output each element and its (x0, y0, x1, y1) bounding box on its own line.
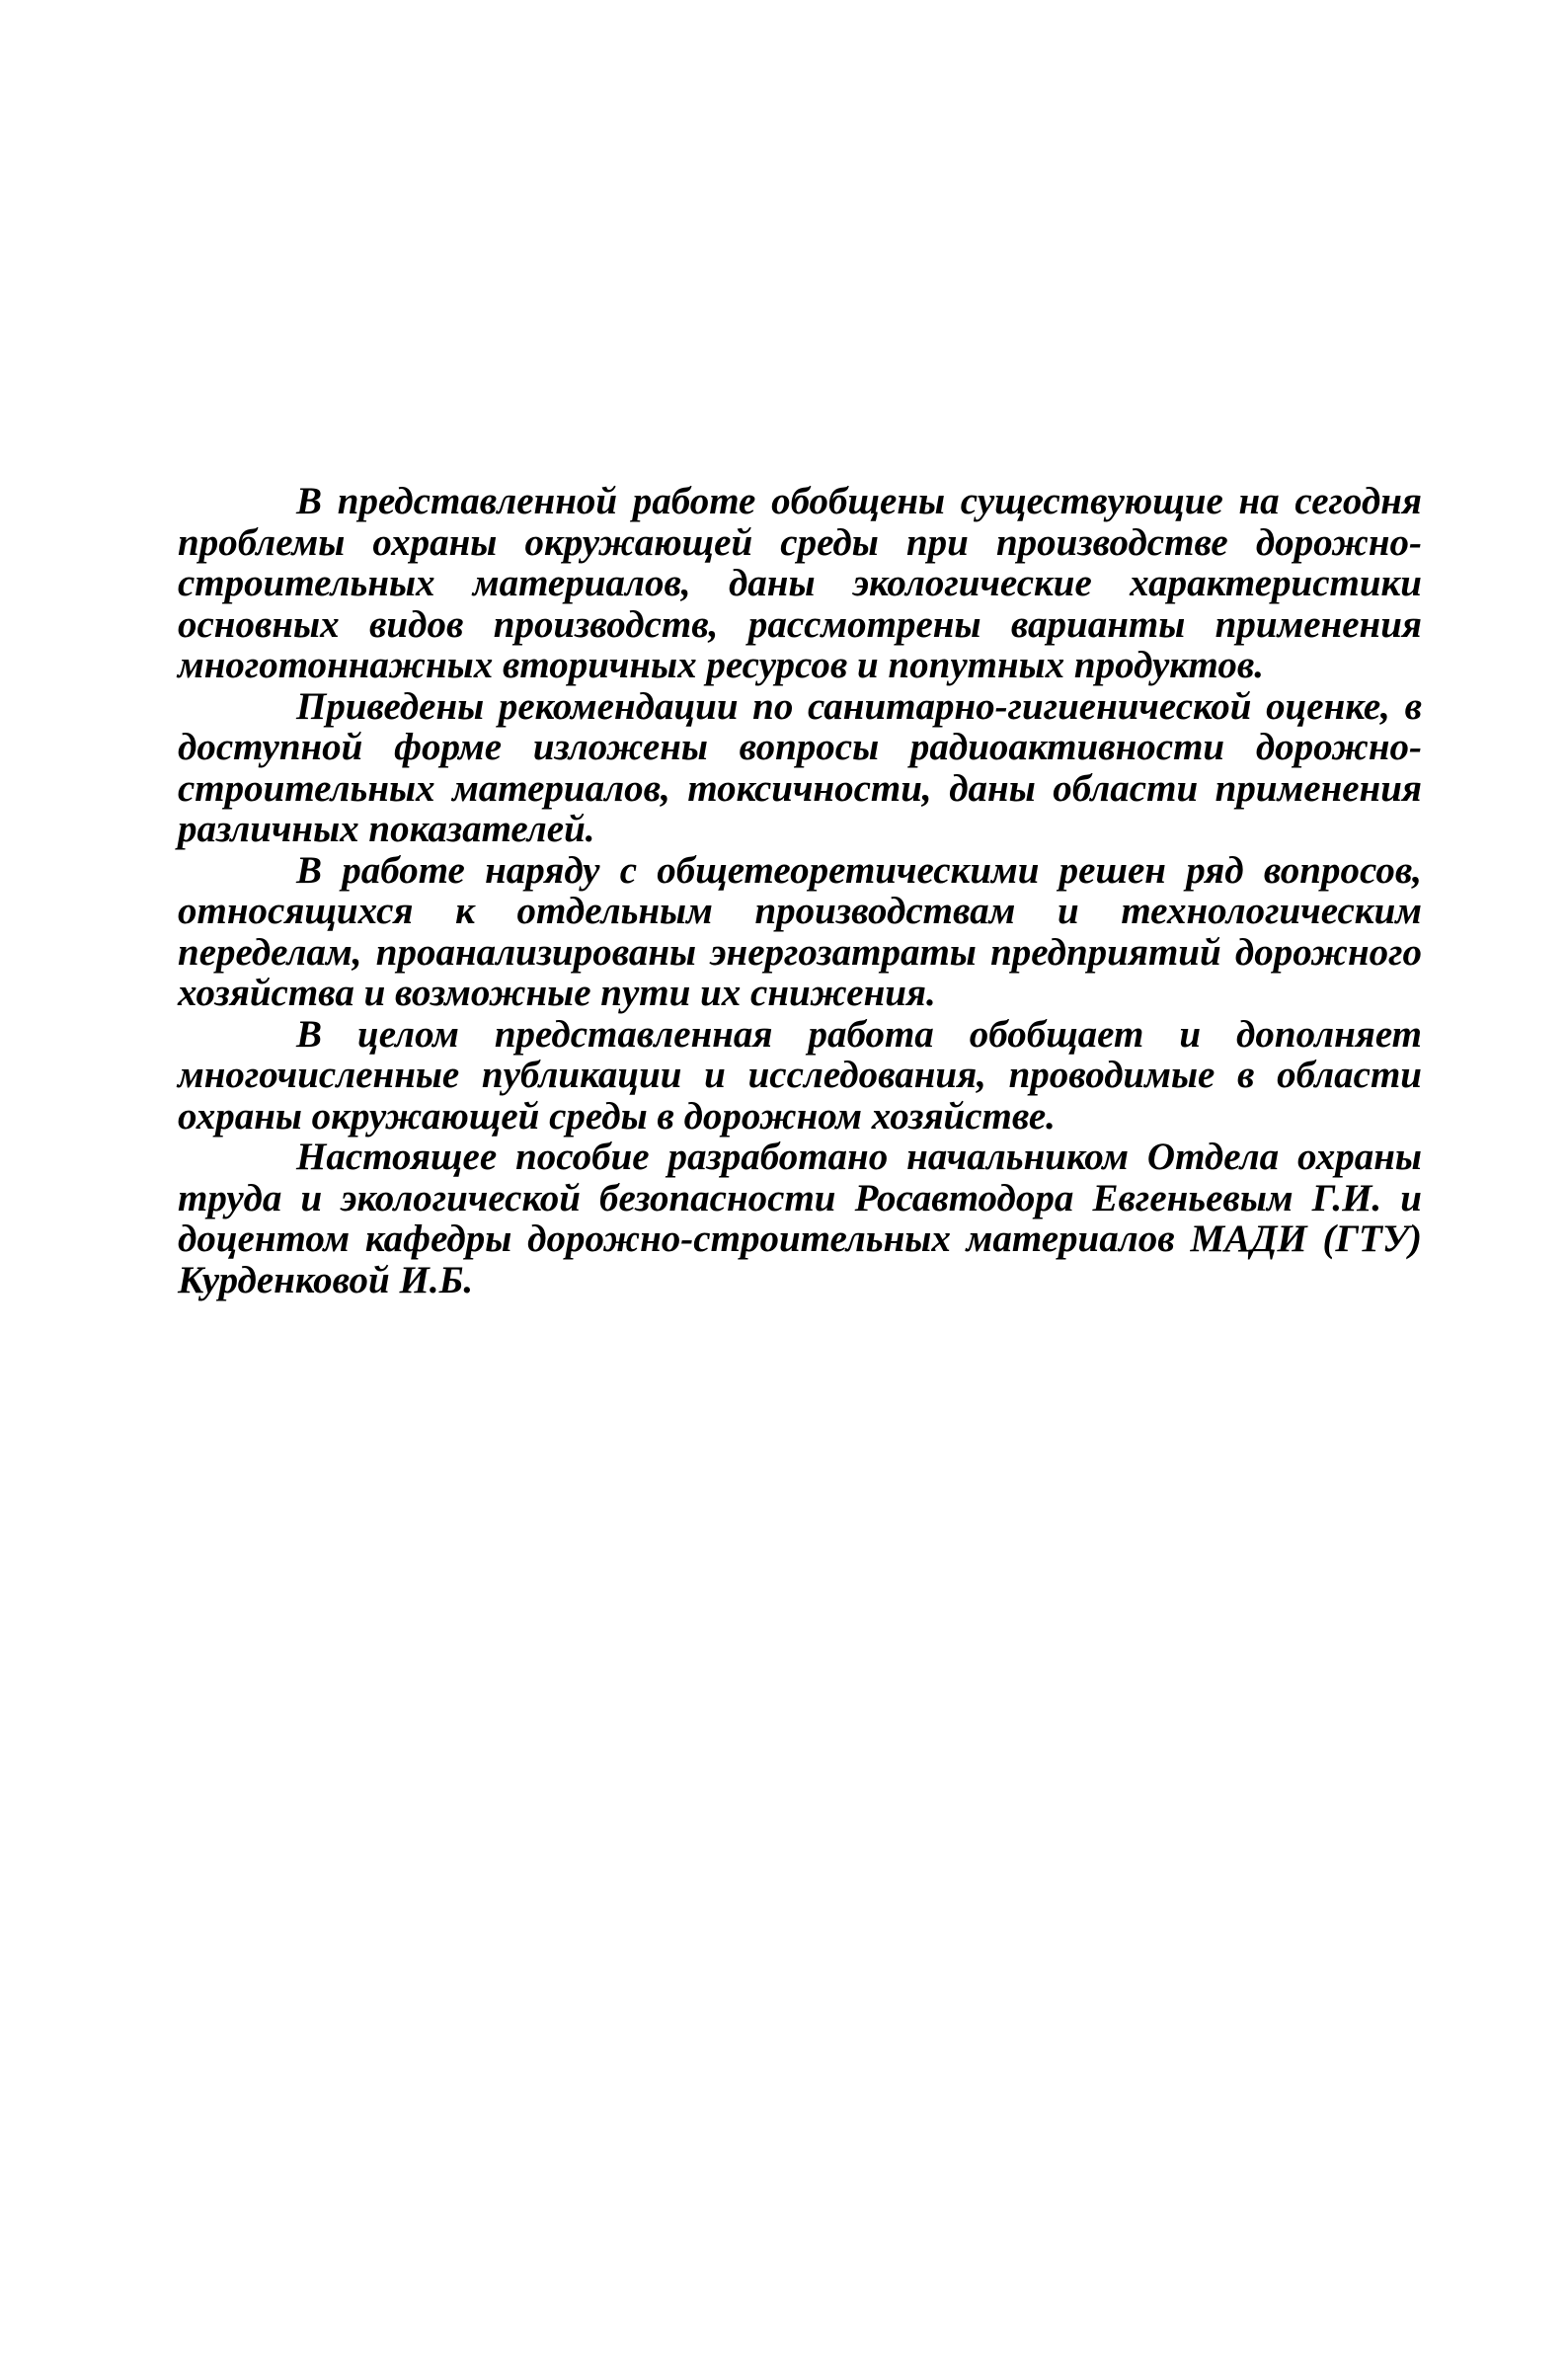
paragraph-theory: В работе наряду с общетеоретическими решен ряд вопросов, относящихся к отдельным производствам и технологическим переделам, проанализированы энергозатраты предприятий дорожного хозяйства и возможные пути их снижения. (178, 848, 1422, 1014)
paragraph-authors: Настоящее пособие разработано начальником Отдела охраны труда и экологической безопасности Росавтодора Евгеньевым Г.И. и доцентом кафедры дорожно-строительных материалов МАДИ (ГТУ) Курденковой И.Б. (178, 1136, 1422, 1301)
paragraph-summary: В представленной работе обобщены существующие на сегодня проблемы охраны окружающей среды при производстве дорожно-строительных материалов, даны экологические характеристики основных видов производств, рассмотрены варианты применения многотоннажных вторичных ресурсов и попутных продуктов. (178, 480, 1422, 686)
annotation-text (178, 481, 1422, 1300)
paragraph-recommendations: Приведены рекомендации по санитарно-гигиенической оценке, в доступной форме изложены вопросы радиоактивности дорожно-строительных материалов, токсичности, даны области применения различных показателей. (178, 684, 1422, 850)
paragraph-overview: В целом представленная работа обобщает и дополняет многочисленные публикации и исследования, проводимые в области охраны окружающей среды в дорожном хозяйстве. (178, 1012, 1422, 1138)
